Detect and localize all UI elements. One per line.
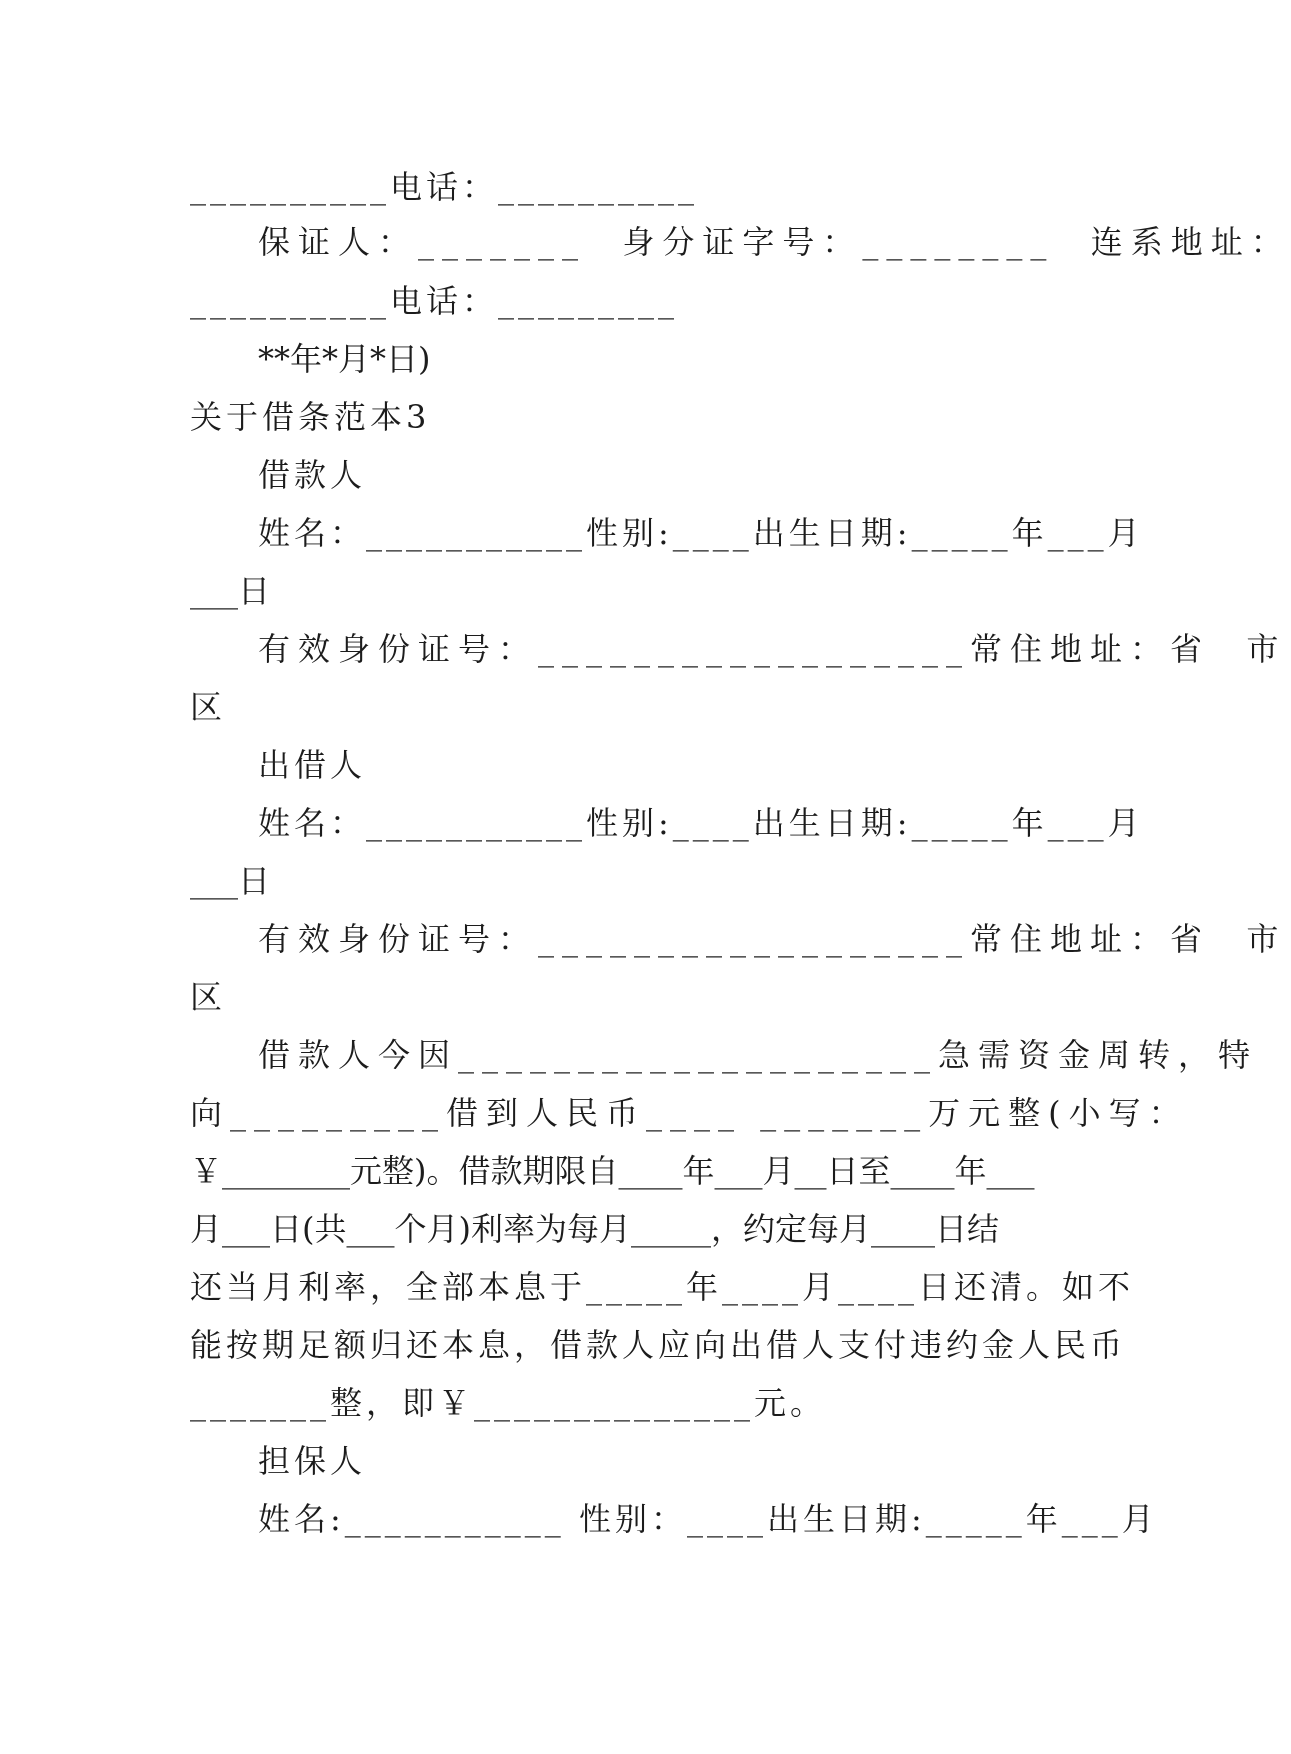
loan-clause-line-1: 借款人今因____________________急需资金周转，特 — [258, 1036, 1259, 1074]
loan-clause-line-4: 月___日(共___个月)利率为每月_____，约定每月____日结 — [190, 1210, 999, 1248]
borrower-birth-day: ___日 — [190, 572, 271, 610]
loan-clause-line-7: _______整，即￥______________元。 — [190, 1384, 827, 1422]
loan-clause-line-6: 能按期足额归还本息，借款人应向出借人支付违约金人民币 — [190, 1326, 1127, 1364]
lender-district: 区 — [190, 978, 223, 1016]
borrower-heading: 借款人 — [258, 456, 367, 494]
loan-clause-line-3: ￥________元整)。借款期限自____年___月__日至____年___ — [190, 1152, 1035, 1190]
section-title: 关于借条范本3 — [190, 398, 431, 436]
lender-id-line: 有效身份证号：__________________常住地址：省 市 — [258, 920, 1287, 958]
lender-birth-day: ___日 — [190, 862, 271, 900]
lender-heading: 出借人 — [258, 746, 367, 784]
guarantor-heading: 担保人 — [258, 1442, 367, 1480]
guarantor-info-line: 保证人：_______ 身分证字号：________ 连系地址： — [258, 223, 1291, 261]
loan-clause-line-2: 向_________借到人民币____ _______万元整(小写： — [190, 1094, 1189, 1132]
date-line: **年*月*日) — [258, 340, 431, 378]
borrower-district: 区 — [190, 688, 223, 726]
guarantor-phone-line: __________电话：__________ — [190, 168, 699, 206]
borrower-name-line: 姓名：___________性别:____出生日期:_____年___月 — [258, 514, 1144, 552]
guarantor-name-line: 姓名:___________ 性别：____出生日期:_____年___月 — [258, 1500, 1158, 1538]
loan-clause-line-5: 还当月利率，全部本息于_____年____月____日还清。如不 — [190, 1268, 1135, 1306]
borrower-id-line: 有效身份证号：__________________常住地址：省 市 — [258, 630, 1287, 668]
lender-name-line: 姓名：___________性别:____出生日期:_____年___月 — [258, 804, 1144, 842]
guarantor-phone-line-2: __________电话：_________ — [190, 282, 679, 320]
